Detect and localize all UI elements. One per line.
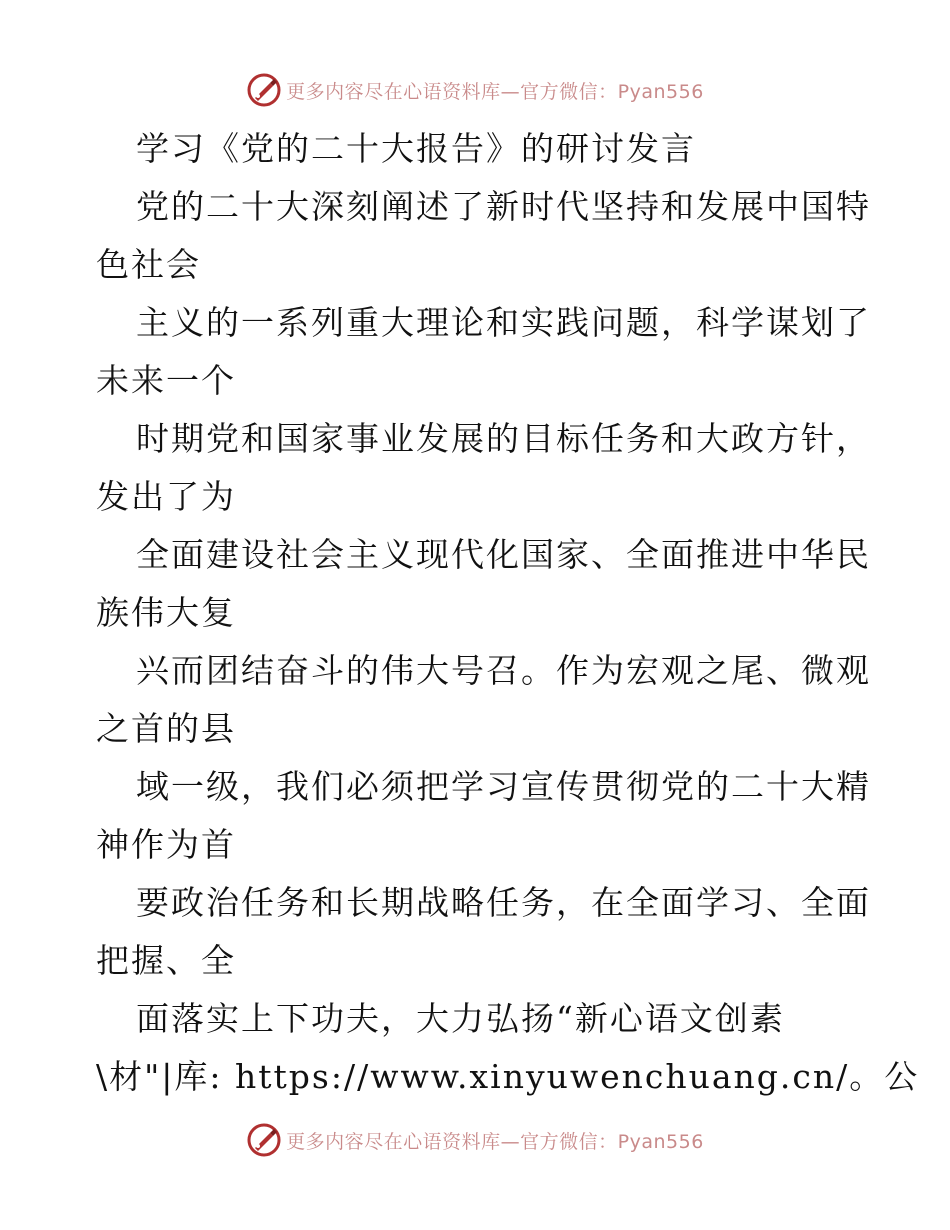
paragraph-line: 未来一个 bbox=[96, 361, 236, 400]
paragraph-line: 域一级，我们必须把学习宣传贯彻党的二十大精 bbox=[136, 767, 871, 806]
document-body bbox=[96, 120, 920, 1106]
paragraph-line: 色社会 bbox=[96, 245, 201, 284]
header-watermark-banner bbox=[0, 68, 950, 112]
paragraph-line: 把握、全 bbox=[96, 941, 236, 980]
paragraph-line-url: \材"|库: https://www.xinyuwenchuang.cn/。公 bbox=[96, 1057, 920, 1096]
paragraph-line: 全面建设社会主义现代化国家、全面推进中华民 bbox=[136, 535, 871, 574]
paragraph-line: 时期党和国家事业发展的目标任务和大政方针， bbox=[136, 419, 871, 458]
paragraph-line: 之首的县 bbox=[96, 709, 236, 748]
pen-logo-icon bbox=[246, 1122, 282, 1158]
paragraph-line: 主义的一系列重大理论和实践问题，科学谋划了 bbox=[136, 303, 871, 342]
paragraph-line: 神作为首 bbox=[96, 825, 236, 864]
footer-watermark-banner bbox=[0, 1118, 950, 1162]
document-title: 学习《党的二十大报告》的研讨发言 bbox=[136, 129, 696, 168]
paragraph-line: 发出了为 bbox=[96, 477, 236, 516]
paragraph-line: 要政治任务和长期战略任务，在全面学习、全面 bbox=[136, 883, 871, 922]
paragraph-line: 兴而团结奋斗的伟大号召。作为宏观之尾、微观 bbox=[136, 651, 871, 690]
paragraph-line: 党的二十大深刻阐述了新时代坚持和发展中国特 bbox=[136, 187, 871, 226]
pen-logo-icon bbox=[246, 72, 282, 108]
paragraph-line: 族伟大复 bbox=[96, 593, 236, 632]
header-watermark-text: 更多内容尽在心语资料库—官方微信：Pyan556 bbox=[286, 80, 704, 103]
footer-watermark-text: 更多内容尽在心语资料库—官方微信：Pyan556 bbox=[286, 1130, 704, 1153]
paragraph-line: 面落实上下功夫，大力弘扬“新心语文创素 bbox=[136, 999, 785, 1038]
